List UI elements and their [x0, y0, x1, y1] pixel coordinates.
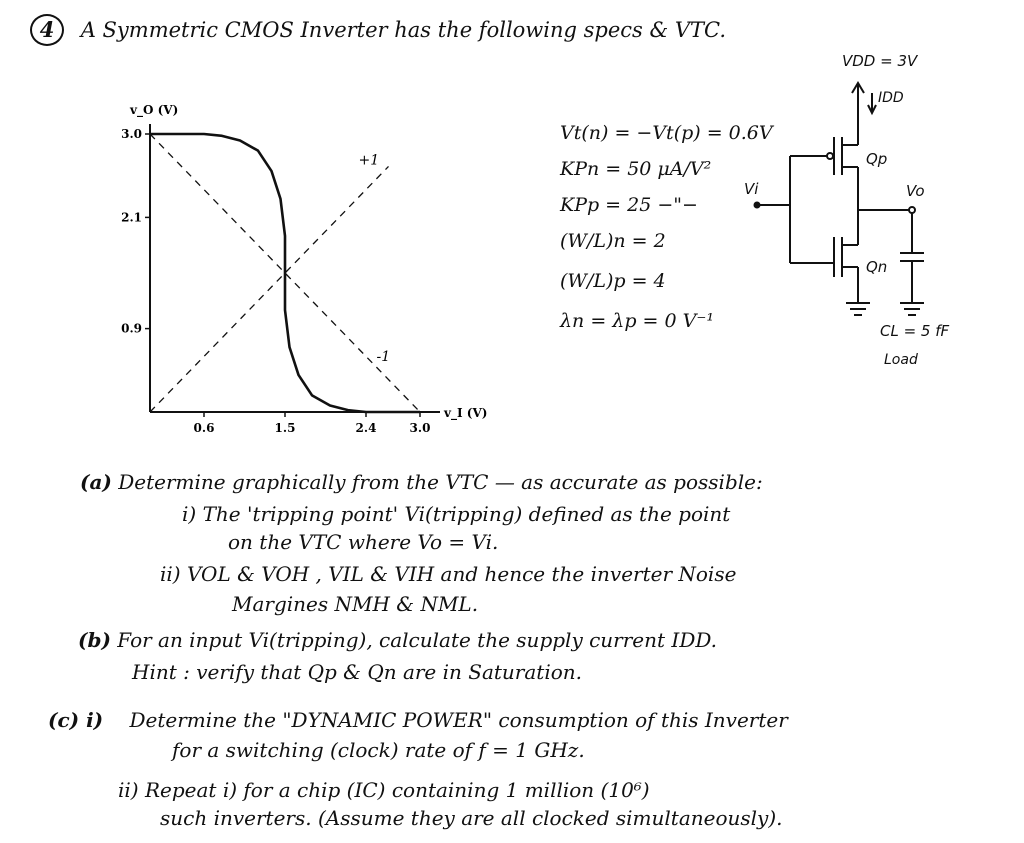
- spec-kpn: KPn = 50 μA/V²: [560, 158, 712, 180]
- qn-label: Qn: [866, 258, 888, 276]
- y-tick-label: 0.9: [121, 321, 142, 336]
- question-c-label: (c) i): [48, 708, 104, 732]
- question-b: [78, 628, 717, 652]
- idd-label: IDD: [878, 90, 904, 106]
- spec-vt: Vt(n) = −Vt(p) = 0.6V: [560, 122, 773, 144]
- question-a-text: Determine graphically from the VTC — as accurate as possible:: [118, 470, 763, 494]
- question-c2-cont: such inverters. (Assume they are all clocked simultaneously).: [160, 806, 783, 830]
- guide-label: -1: [376, 349, 391, 366]
- question-c2-text: Repeat i) for a chip (IC) containing 1 million (10⁶): [144, 778, 650, 802]
- inverter-schematic: [730, 45, 990, 375]
- x-axis-label: v_I (V): [444, 406, 488, 420]
- x-tick-label: 0.6: [193, 421, 215, 435]
- spec-kpp: KPp = 25 −"−: [560, 194, 698, 216]
- y-axis-label: v_O (V): [130, 103, 179, 117]
- x-tick-label: 1.5: [274, 421, 296, 435]
- question-a-label: (a): [80, 470, 112, 494]
- question-c-cont: for a switching (clock) rate of f = 1 GHz.: [172, 738, 585, 762]
- question-c: [48, 708, 788, 732]
- question-a2-text: VOL & VOH , VIL & VIH and hence the inverter Noise: [186, 562, 737, 586]
- question-a1-cont: on the VTC where Vo = Vi.: [228, 530, 499, 554]
- question-b-text: For an input Vi(tripping), calculate the supply current IDD.: [117, 628, 718, 652]
- question-a2-cont: Margines NMH & NML.: [232, 592, 479, 616]
- question-a2-label: ii): [160, 562, 181, 586]
- question-c2-label: ii): [118, 778, 139, 802]
- problem-number: 4: [30, 14, 64, 46]
- vo-label: Vo: [906, 182, 925, 200]
- spec-wl-n: (W/L)n = 2: [560, 230, 666, 252]
- guide-label: +1: [358, 152, 380, 169]
- question-b-label: (b): [78, 628, 111, 652]
- y-tick-label: 3.0: [121, 127, 142, 141]
- guide-line: [150, 166, 389, 412]
- x-tick-label: 3.0: [409, 421, 431, 435]
- cl-label: CL = 5 fF: [880, 322, 950, 340]
- question-a: [80, 470, 763, 494]
- y-tick-label: 2.1: [121, 210, 142, 225]
- qp-label: Qp: [866, 150, 888, 168]
- question-b-hint: Hint : verify that Qp & Qn are in Saturation.: [132, 660, 582, 684]
- question-a2: [160, 562, 736, 586]
- question-c-text: Determine the "DYNAMIC POWER" consumption of this Inverter: [129, 708, 788, 732]
- x-tick-label: 2.4: [355, 421, 377, 435]
- question-c2: [118, 778, 650, 802]
- spec-wl-p: (W/L)p = 4: [560, 270, 666, 292]
- question-a1: [182, 502, 730, 526]
- vdd-label: VDD = 3V: [842, 52, 918, 70]
- problem-title: A Symmetric CMOS Inverter has the following specs & VTC.: [80, 18, 727, 42]
- spec-lambda: λn = λp = 0 V⁻¹: [560, 310, 714, 332]
- problem-title-row: [30, 14, 726, 46]
- question-a1-text: The 'tripping point' Vi(tripping) defined as the point: [202, 502, 731, 526]
- vtc-chart: [110, 90, 490, 450]
- vi-label: Vi: [744, 180, 759, 198]
- question-a1-label: i): [182, 502, 197, 526]
- load-label: Load: [884, 352, 918, 368]
